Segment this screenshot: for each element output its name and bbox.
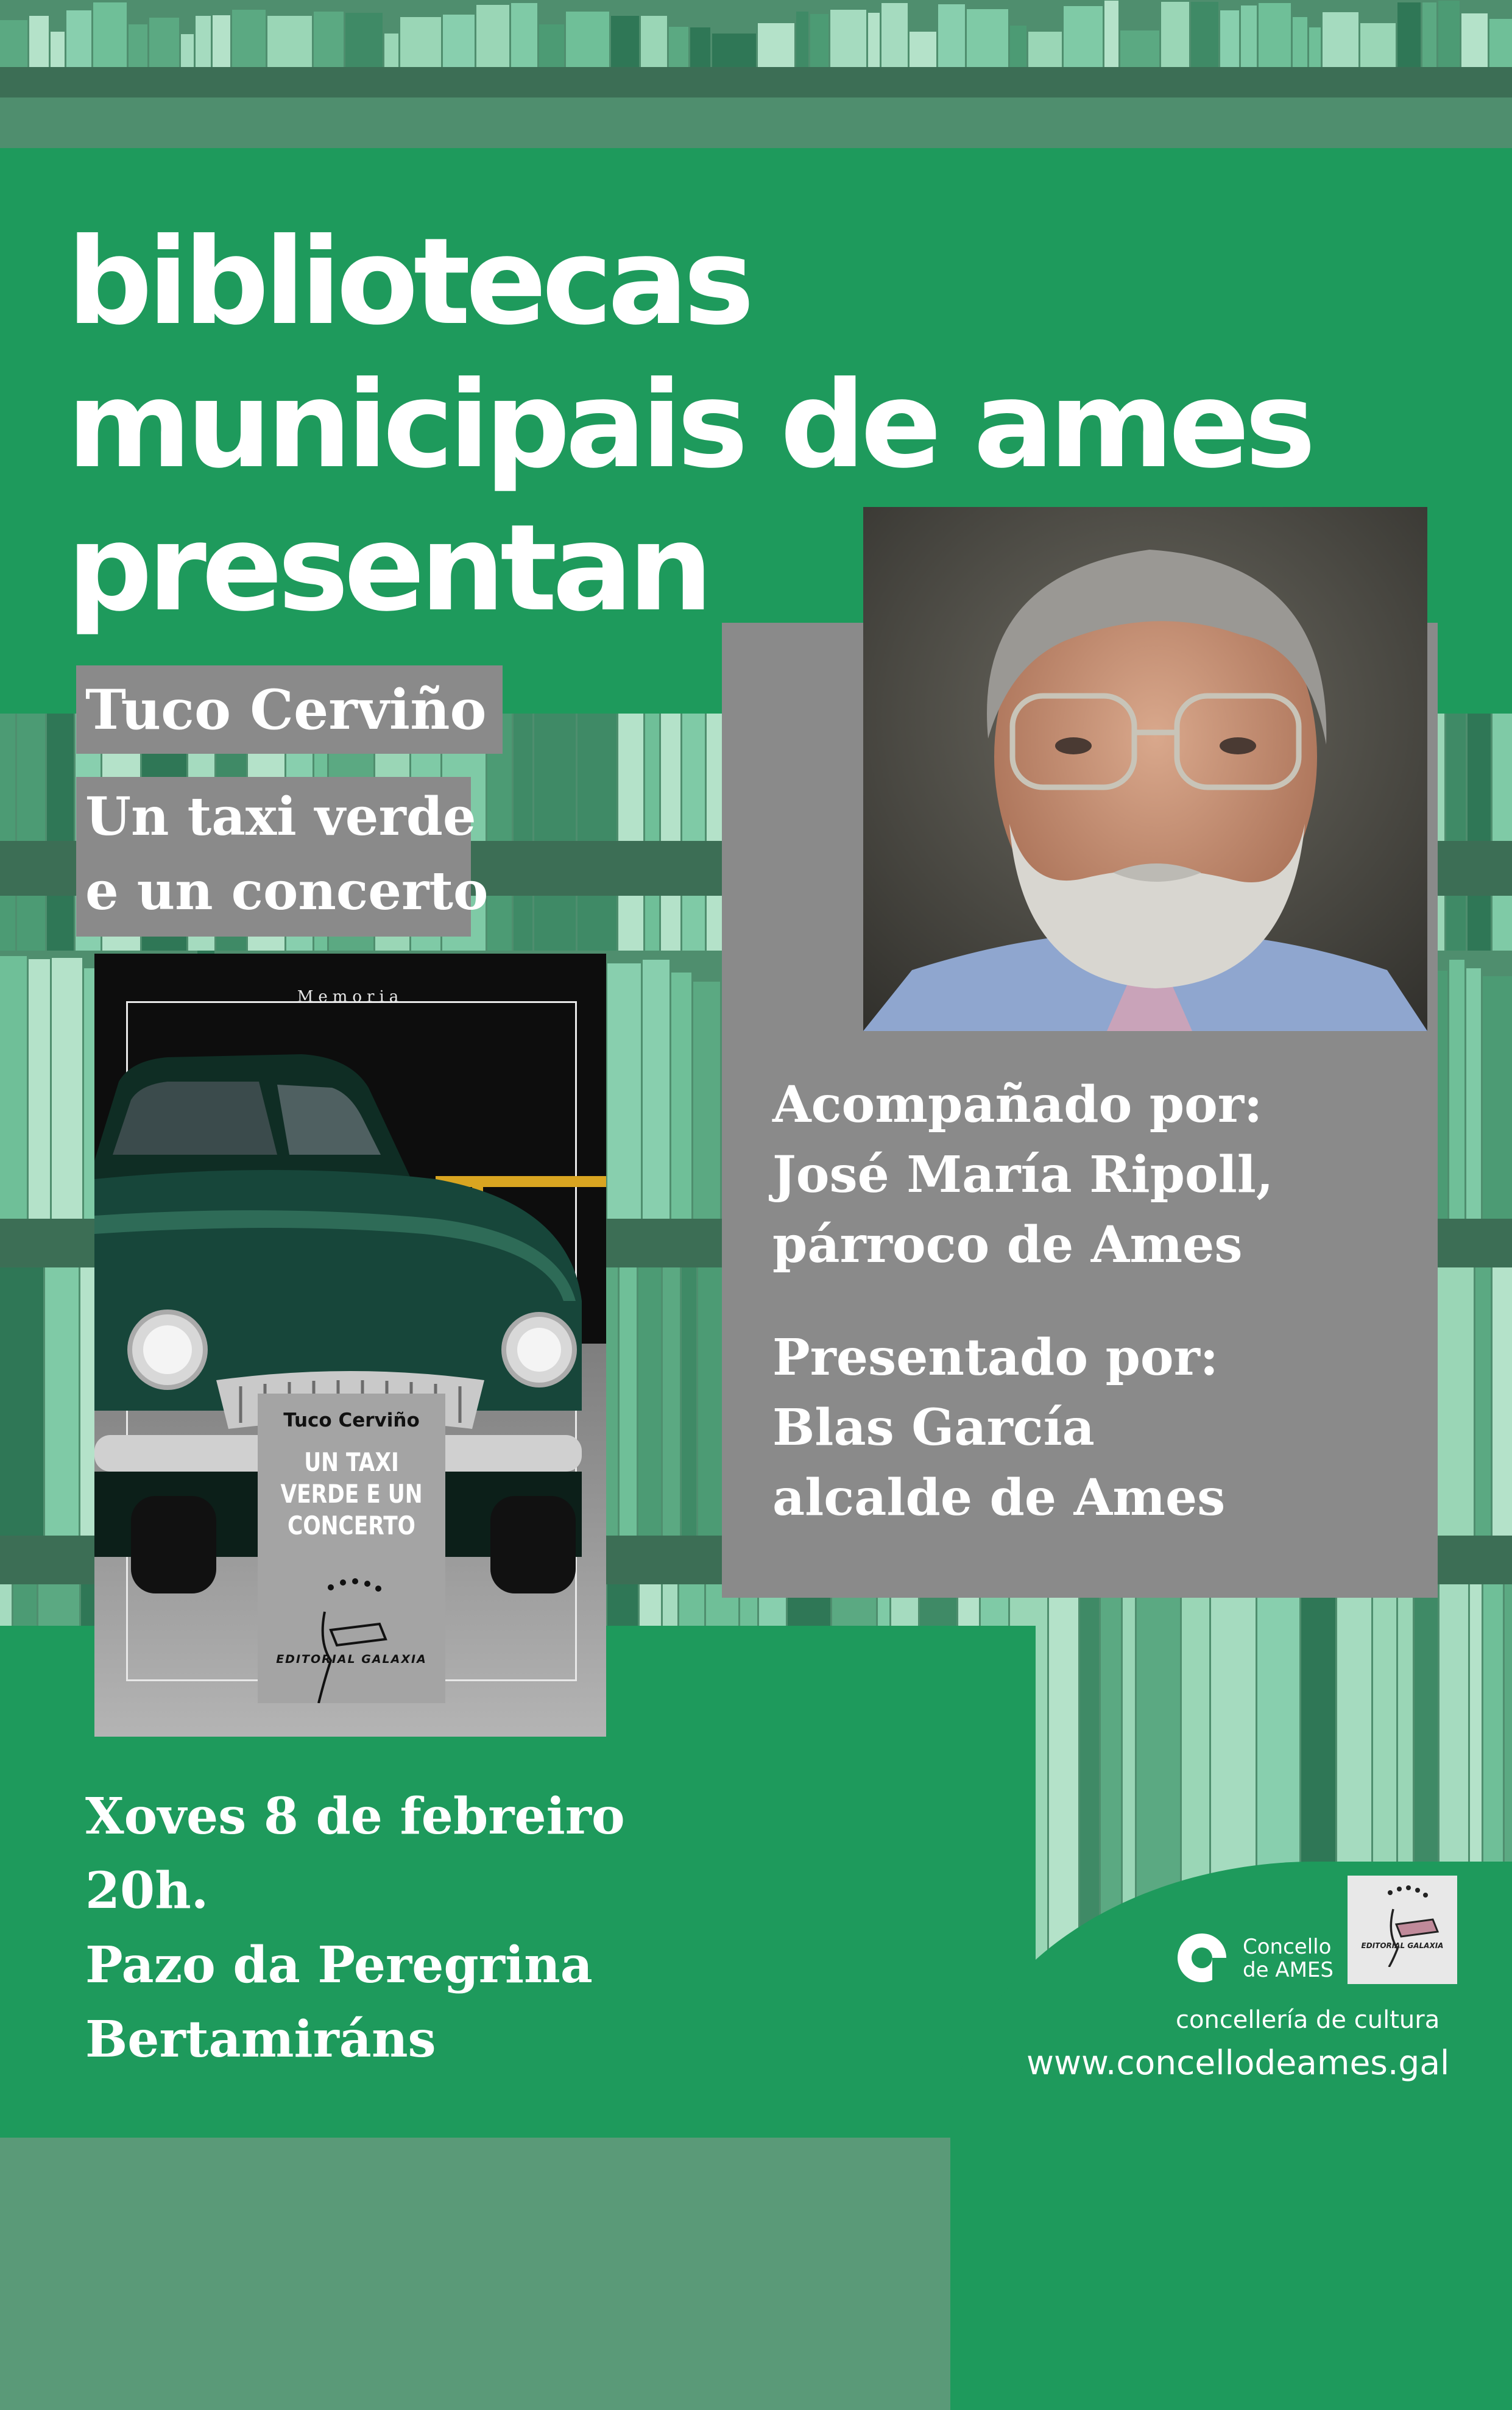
author-photo — [863, 507, 1427, 1031]
concello-name-line-2: de AMES — [1243, 1958, 1334, 1982]
event-venue: Pazo da Peregrina — [85, 1936, 593, 1994]
title-line-1: bibliotecas — [67, 213, 750, 352]
concello-ames-logo-icon — [1175, 1930, 1229, 1985]
galaxia-logo-box — [1348, 1876, 1457, 1984]
book-cover-title-line-1: UN TAXI — [304, 1447, 399, 1477]
event-town: Bertamiráns — [85, 2010, 436, 2069]
presented-name: Blas García — [772, 1398, 1095, 1457]
presented-role: alcalde de Ames — [772, 1469, 1226, 1527]
event-time: 20h. — [85, 1862, 209, 1920]
book-cover-publisher: EDITORIAL GALAXIA — [276, 1653, 427, 1666]
author-name: Tuco Cerviño — [85, 678, 487, 742]
website-link[interactable]: www.concellodeames.gal — [1026, 2043, 1450, 2082]
book-cover — [94, 954, 606, 1737]
accompanied-role: párroco de Ames — [772, 1216, 1243, 1274]
accompanied-heading: Acompañado por: — [772, 1076, 1263, 1134]
department-text: concellería de cultura — [1176, 2006, 1440, 2034]
author-box — [76, 665, 503, 754]
title-line-2: municipais de ames — [67, 356, 1312, 495]
book-cover-title-line-2: VERDE E UN — [280, 1479, 423, 1509]
book-cover-author: Tuco Cerviño — [283, 1409, 420, 1431]
book-title-line-2: e un concerto — [85, 860, 489, 922]
book-title-line-1: Un taxi verde — [85, 786, 476, 848]
galaxia-publisher-icon — [1348, 1876, 1457, 1967]
title-line-3: presentan — [67, 499, 708, 638]
presented-heading: Presentado por: — [772, 1328, 1219, 1387]
concello-name-line-1: Concello — [1243, 1935, 1332, 1959]
book-cover-title-line-3: CONCERTO — [288, 1511, 415, 1540]
event-date: Xoves 8 de febreiro — [85, 1787, 625, 1846]
galaxia-logo-text: EDITORIAL GALAXIA — [1361, 1941, 1444, 1950]
galaxia-logo-icon — [258, 1569, 445, 1703]
book-series: Memoria — [297, 988, 404, 1006]
accompanied-name: José María Ripoll, — [772, 1146, 1274, 1204]
book-title-box — [76, 777, 489, 937]
